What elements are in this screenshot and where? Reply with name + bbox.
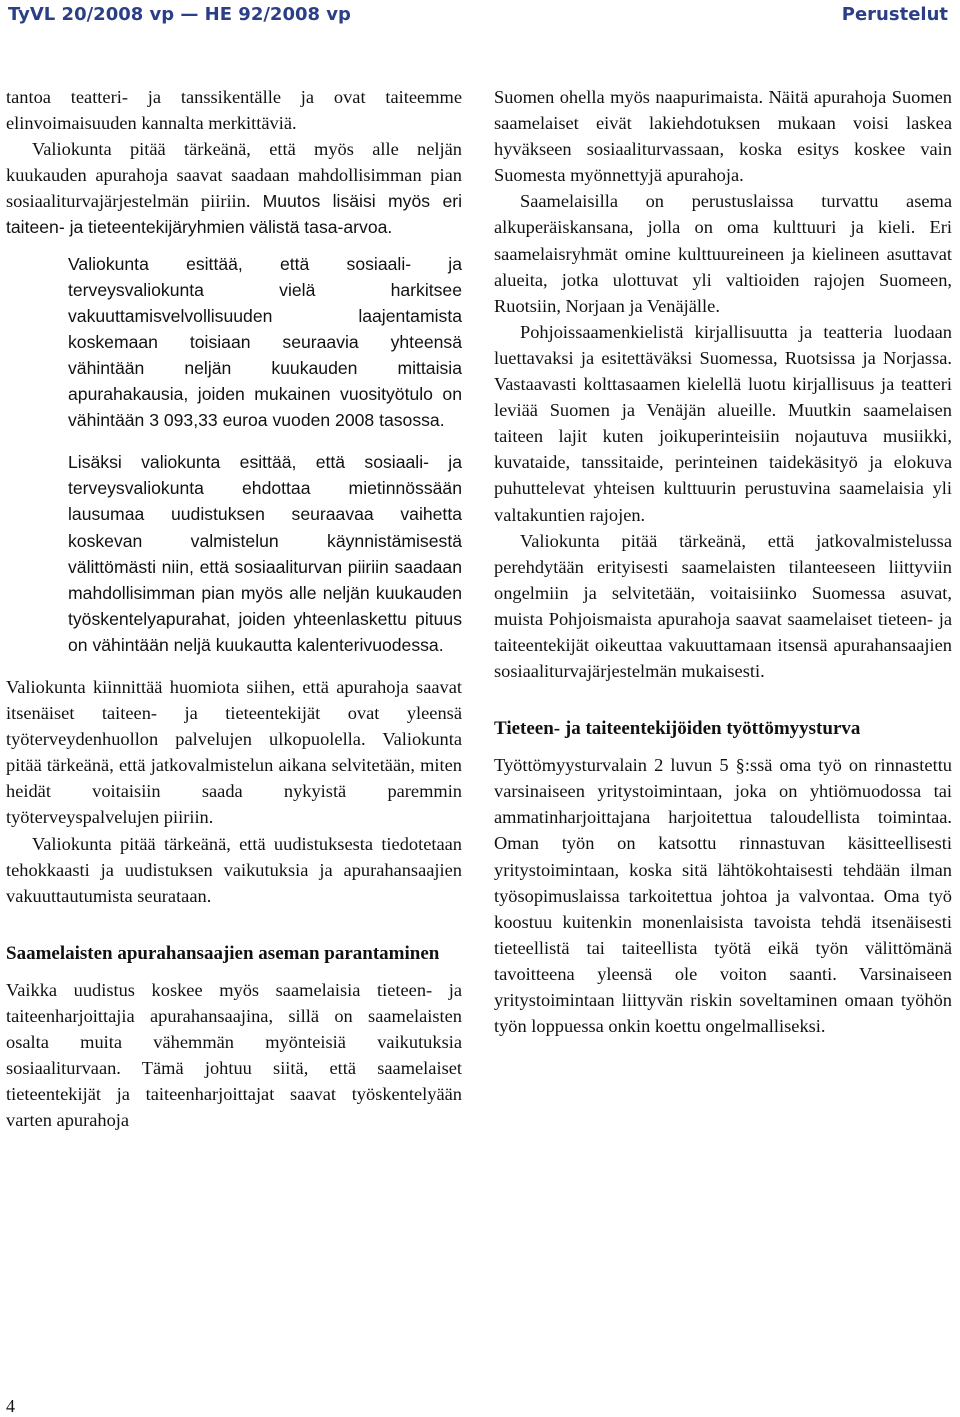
proposal-quote: Lisäksi valiokunta esittää, että sosiaali- ja terveysvaliokunta ehdottaa mietinnössään lausumaa uudistuksen seuraavaa vaihetta koskevan valmistelun käynnistämisestä välittömästi niin, että sosiaaliturvan piiriin saadaan mahdollisimman pian myös alle neljän kuukauden työskentelyapurahat, joiden yhteenlaskettu pituus on vähintään neljä kuukautta kalenterivuodessa. xyxy=(68,452,462,655)
page-number: 4 xyxy=(6,1396,15,1416)
paragraph: Suomen ohella myös naapurimaista. Näitä apurahoja Suomen saamelaiset eivät lakiehdotuksen mukaan voisi laskea hyväkseen sosiaaliturvassaan, koska esitys koskee vain Suomesta myönnettyjä apurahoja. xyxy=(494,87,952,186)
paragraph: Vaikka uudistus koskee myös saamelaisia tieteen- ja taiteenharjoittajia apurahansaajina, sillä on saamelaisten osalta muita vähemmän myönteisiä vaikutuksia sosiaaliturvaan. Tämä johtuu siitä, että saamelaiset tieteentekijät ja taiteenharjoittajat saavat työskentelyään varten apurahoja xyxy=(6,979,462,1131)
left-column xyxy=(6,84,462,1133)
paragraph xyxy=(6,136,462,240)
paragraph: Valiokunta kiinnittää huomiota siihen, että apurahoja saavat itsenäiset taiteen- ja tieteentekijät ovat yleensä työterveydenhuollon palvelujen ulkopuolella. Valiokunta pitää tärkeänä, että jatkovalmistelun aikana selvitetään, miten heidät voitaisiin saada nykyistä paremmin työterveyspalvelujen piiriin. xyxy=(6,676,462,828)
paragraph: tantoa teatteri- ja tanssikentälle ja ovat taiteemme elinvoimaisuuden kannalta merkittäviä. xyxy=(6,87,462,134)
paragraph: Pohjoissaamenkielistä kirjallisuutta ja teatteria luodaan luettavaksi ja esitettäväksi Suomessa, Ruotsissa ja Norjassa. Vastaavasti kolttasaamen kielellä luotu kirjallisuus ja teatteri leviää Suomen ja Venäjän alueille. Muutkin saamelaisen taiteen lajit kuten joikuperinteisiin nojautuva musiikki, kuvataide, tanssitaide, perinteinen taidekäsityö ja elokuva puhuttelevat yhteisen kulttuurin perustuvina saamelaisia yli valtakuntien rajojen. xyxy=(494,321,952,525)
section-title: Perustelut xyxy=(841,4,948,25)
right-column xyxy=(494,84,952,1039)
section-heading: Tieteen- ja taiteentekijöiden työttömyysturva xyxy=(494,718,861,740)
section-heading: Saamelaisten apurahansaajien aseman parantaminen xyxy=(6,942,440,964)
paragraph: Työttömyysturvalain 2 luvun 5 §:ssä oma työ on rinnastettu varsinaiseen yritystoimintaan, joka on yhtiömuodossa tai ammatinharjoittajana harjoitettua taloudellista toimintaa. Oman työn on katsottu rinnastuvan käsitteellisesti yritystoimintaan, koska sitä lähtökohtaisesti tehdään ilman työsopimuslaissa tarkoitettua johtoa ja valvontaa. Oma työ koostuu kuitenkin monenlaisista tavoista tehdä itsenäisesti tieteellistä tai taiteellista työtä eikä työn välittömänä tavoitteena yleensä ole voiton saanti. Varsinaiseen yritystoimintaan liittyvän riskin soveltaminen omaan työhön työn loppuessa onkin koettu ongelmalliseksi. xyxy=(494,755,952,1037)
running-header xyxy=(8,0,948,30)
paragraph: Saamelaisilla on perustuslaissa turvattu asema alkuperäiskansana, jolla on oma kulttuuri ja kieli. Eri saamelaisryhmät omine kulttuureineen ja kielineen asuttavat alueita, jotka ulottuvat yli valtioiden rajojen Suomeen, Ruotsiin, Norjaan ja Venäjälle. xyxy=(494,191,952,316)
document-reference: TyVL 20/2008 vp — HE 92/2008 vp xyxy=(8,4,351,25)
amended-text: Muutos lisäisi myös eri taiteen- ja tieteentekijäryhmien välistä tasa-arvoa. xyxy=(6,191,462,238)
paragraph: Valiokunta pitää tärkeänä, että jatkovalmistelussa perehdytään erityisesti saamelaisten tilanteeseen liittyviin ongelmiin ja selvitetään, voitaisiinko Suomessa asuvat, muista Pohjoismaista apurahoja saavat saamelaiset tieteen- ja taiteentekijät oikeuttaa vakuuttamaan itsensä apurahansaajien sosiaaliturvajärjestelmän mukaisesti. xyxy=(494,530,952,682)
paragraph-text: Valiokunta pitää tärkeänä, että myös alle neljän kuukauden apurahoja saavat saadaan mahdollisimman pian sosiaaliturvajärjestelmän piiriin. xyxy=(6,139,462,212)
paragraph: Valiokunta pitää tärkeänä, että uudistuksesta tiedotetaan tehokkaasti ja uudistuksen vaikutuksia ja apurahansaajien vakuuttautumista seurataan. xyxy=(6,833,462,906)
proposal-quote: Valiokunta esittää, että sosiaali- ja terveysvaliokunta vielä harkitsee vakuuttamisvelvollisuuden laajentamista koskemaan toisiaan seuraavia yhteensä vähintään neljän kuukauden mittaisia apurahakausia, joiden mukainen vuosityötulo on vähintään 3 093,33 euroa vuoden 2008 tasossa. xyxy=(68,253,462,431)
